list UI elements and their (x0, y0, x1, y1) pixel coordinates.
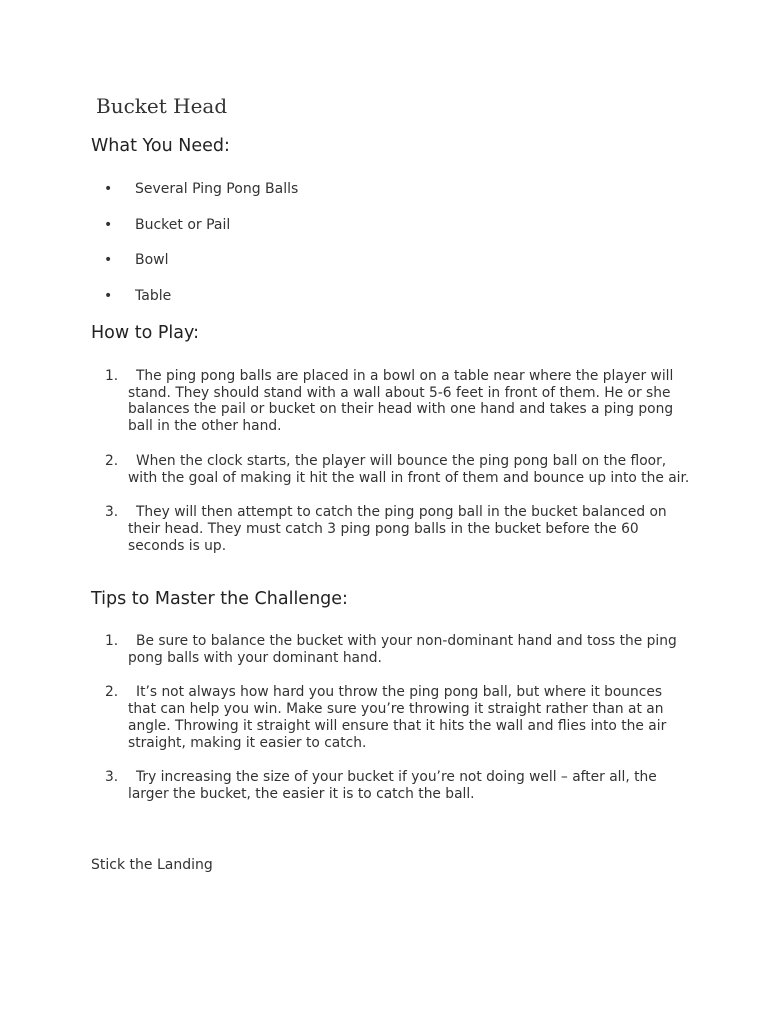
how-to-play-list (104, 368, 694, 572)
list-item-text: Table (135, 287, 172, 304)
step-text: Try increasing the size of your bucket if you’re not doing well – after all, the larger the bucket, the easier it is to catch the ball. (128, 769, 657, 802)
list-item (104, 287, 298, 323)
step-text: It’s not always how hard you throw the ping pong ball, but where it bounces that can help you win. Make sure you’re throwing it straight rather than at an angle. Throwing it straight will ensure that it hits the wall and flies into the air straight, making it easier to catch. (128, 684, 667, 751)
document-title: Bucket Head (96, 94, 228, 118)
list-item (104, 368, 694, 435)
next-section-title: Stick the Landing (91, 857, 213, 873)
bullet-icon: • (104, 287, 113, 304)
step-text: When the clock starts, the player will bounce the ping pong ball on the floor, with the goal of making it hit the wall in front of them and bounce up into the air. (128, 452, 690, 486)
how-to-play-heading: How to Play: (91, 323, 199, 343)
step-text: The ping pong balls are placed in a bowl on a table near where the player will stand. They should stand with a wall about 5-6 feet in front of them. He or she balances the pail or bucket on their head with one hand and takes a ping pong ball in the other hand. (128, 368, 674, 435)
list-item (104, 504, 694, 554)
supplies-list (104, 180, 298, 322)
list-item-text: Bucket or Pail (135, 216, 231, 233)
step-number: 2. (105, 452, 119, 469)
list-item (104, 453, 694, 486)
list-item-text: Bowl (135, 252, 169, 268)
tips-heading: Tips to Master the Challenge: (91, 589, 348, 609)
tips-list (104, 633, 694, 821)
step-text: Be sure to balance the bucket with your non-dominant hand and toss the ping pong balls with your dominant hand. (128, 633, 677, 666)
list-item (104, 633, 694, 666)
step-number: 1. (105, 633, 119, 649)
list-item (104, 180, 298, 216)
list-item (104, 684, 694, 751)
list-item-text: Several Ping Pong Balls (135, 181, 299, 197)
list-item (104, 251, 298, 287)
list-item (104, 769, 694, 802)
step-number: 2. (105, 684, 119, 701)
step-number: 3. (105, 504, 119, 521)
step-text: They will then attempt to catch the ping pong ball in the bucket balanced on their head. They must catch 3 ping pong balls in the bucket before the 60 seconds is up. (128, 504, 667, 554)
step-number: 3. (105, 769, 119, 786)
bullet-icon: • (104, 216, 113, 233)
bullet-icon: • (104, 181, 113, 197)
what-you-need-heading: What You Need: (91, 136, 230, 156)
list-item (104, 216, 298, 252)
bullet-icon: • (104, 252, 113, 268)
step-number: 1. (105, 368, 119, 384)
